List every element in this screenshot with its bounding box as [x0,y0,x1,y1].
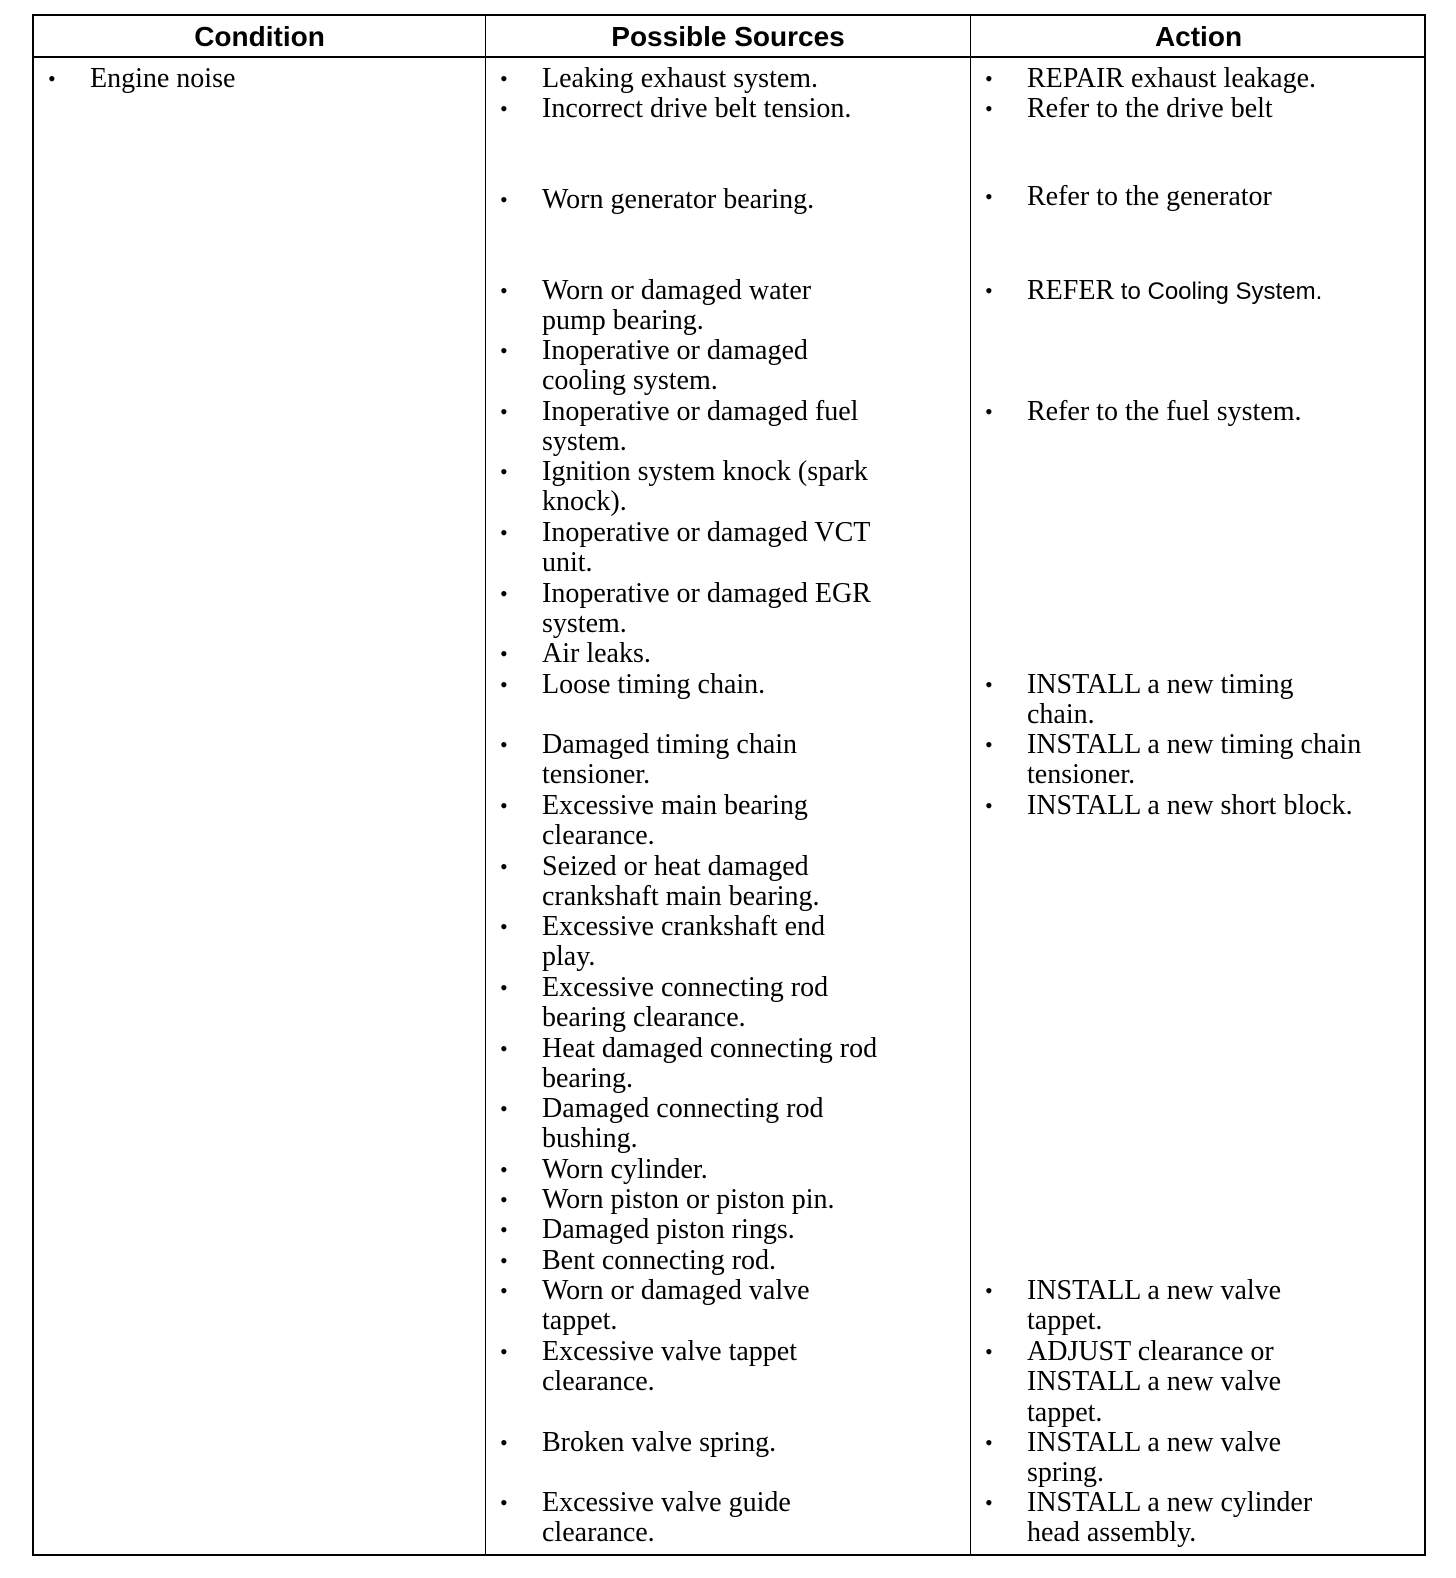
header-possible-sources: Possible Sources [611,21,845,52]
action-text: INSTALL a new timing chain tensioner. [1027,729,1362,791]
bullet-icon: • [48,66,56,91]
column-divider [485,16,486,1554]
action-text: Refer to the drive belt [1027,93,1273,124]
action-text: INSTALL a new valve tappet. [1027,1275,1282,1337]
bullet-icon: • [500,1096,508,1121]
bullet-icon: • [500,399,508,424]
header-action: Action [1154,21,1243,52]
source-text: Worn or damaged water pump bearing. [542,275,812,337]
source-text: Excessive valve tappet clearance. [542,1336,798,1398]
source-text: Heat damaged connecting rod bearing. [542,1033,878,1095]
source-text: Bent connecting rod. [542,1245,777,1276]
source-text: Worn piston or piston pin. [542,1184,835,1215]
header-divider [34,56,1424,58]
condition-text: Engine noise [90,63,236,94]
bullet-icon: • [500,1187,508,1212]
source-text: Excessive connecting rod bearing clearance. [542,972,829,1034]
bullet-icon: • [500,520,508,545]
bullet-icon: • [985,793,993,818]
bullet-icon: • [985,1278,993,1303]
bullet-icon: • [985,96,993,121]
bullet-icon: • [500,1490,508,1515]
source-text: Inoperative or damaged EGR system. [542,578,871,640]
action-text: REPAIR exhaust leakage. [1027,63,1317,94]
bullet-icon: • [500,975,508,1000]
bullet-icon: • [985,1490,993,1515]
bullet-icon: • [985,399,993,424]
bullet-icon: • [500,187,508,212]
bullet-icon: • [985,278,993,303]
source-text: Excessive main bearing clearance. [542,790,808,852]
bullet-icon: • [985,732,993,757]
bullet-icon: • [500,1248,508,1273]
source-text: Loose timing chain. [542,669,766,700]
action-text: INSTALL a new timing chain. [1027,669,1294,731]
source-text: Damaged piston rings. [542,1214,795,1245]
bullet-icon: • [500,338,508,363]
source-text: Seized or heat damaged crankshaft main bearing. [542,851,820,913]
bullet-icon: • [500,793,508,818]
bullet-icon: • [500,914,508,939]
source-text: Worn or damaged valve tappet. [542,1275,810,1337]
action-text [1027,276,1322,307]
source-text: Inoperative or damaged fuel system. [542,396,859,458]
source-text: Air leaks. [542,638,651,669]
source-text: Worn cylinder. [542,1154,708,1185]
bullet-icon: • [985,66,993,91]
bullet-icon: • [500,672,508,697]
action-text: INSTALL a new cylinder head assembly. [1027,1487,1313,1549]
source-text: Leaking exhaust system. [542,63,819,94]
bullet-icon: • [500,732,508,757]
action-text: ADJUST clearance or INSTALL a new valve tappet. [1027,1336,1282,1428]
action-text: Refer to the generator [1027,181,1272,212]
action-text: Refer to the fuel system. [1027,396,1302,427]
bullet-icon: • [500,1036,508,1061]
bullet-icon: • [985,184,993,209]
bullet-icon: • [500,1339,508,1364]
troubleshooting-table [32,14,1426,1556]
bullet-icon: • [500,1157,508,1182]
bullet-icon: • [500,459,508,484]
bullet-icon: • [500,66,508,91]
bullet-icon: • [500,581,508,606]
bullet-icon: • [500,1278,508,1303]
source-text: Inoperative or damaged cooling system. [542,335,808,397]
bullet-icon: • [500,854,508,879]
header-condition: Condition [194,21,325,52]
source-text: Incorrect drive belt tension. [542,93,852,124]
action-text: INSTALL a new short block. [1027,790,1353,821]
action-text: INSTALL a new valve spring. [1027,1427,1282,1489]
action-text-main: REFER [1027,275,1115,306]
source-text: Inoperative or damaged VCT unit. [542,517,871,579]
bullet-icon: • [500,1430,508,1455]
source-text: Excessive valve guide clearance. [542,1487,791,1549]
source-text: Damaged connecting rod bushing. [542,1093,824,1155]
bullet-icon: • [985,1339,993,1364]
source-text: Worn generator bearing. [542,184,815,215]
source-text: Excessive crankshaft end play. [542,911,825,973]
source-text: Broken valve spring. [542,1427,777,1458]
bullet-icon: • [500,1217,508,1242]
action-text-small: to Cooling System. [1114,278,1323,305]
bullet-icon: • [985,1430,993,1455]
bullet-icon: • [500,96,508,121]
column-divider [970,16,971,1554]
source-text: Damaged timing chain tensioner. [542,729,798,791]
bullet-icon: • [500,278,508,303]
bullet-icon: • [985,672,993,697]
bullet-icon: • [500,641,508,666]
source-text: Ignition system knock (spark knock). [542,456,868,518]
